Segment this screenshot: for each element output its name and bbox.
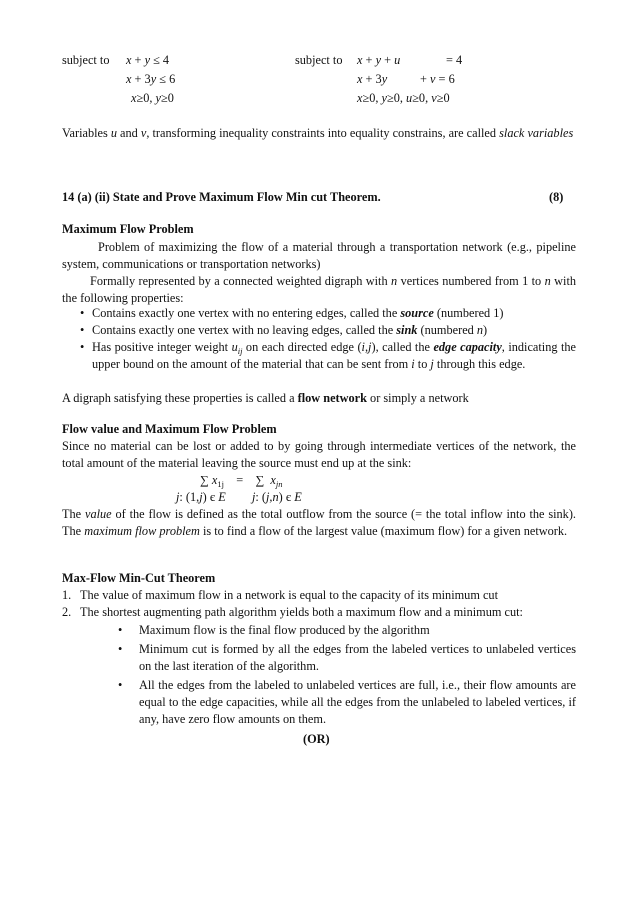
flow-equation-index-right: j: (j,n) є E <box>252 490 302 504</box>
bullet-icon: • <box>80 323 85 337</box>
bullet-icon: • <box>80 306 85 320</box>
section-heading-flow-value: Flow value and Maximum Flow Problem <box>62 422 277 436</box>
lp-left-subject: subject to <box>62 53 110 67</box>
flow-equation-index-left: j: (1,j) є E <box>176 490 226 504</box>
theorem-statement-1: The value of maximum flow in a network is equal to the capacity of its minimum cut <box>80 588 498 602</box>
slack-variables-paragraph: Variables u and v, transforming inequality constraints into equality constrains, are called slack variables <box>62 126 574 140</box>
or-separator: (OR) <box>303 732 330 746</box>
list-number: 1. <box>62 588 72 602</box>
flow-value-paragraph-2: The value of the flow is defined as the total outflow from the source (= the total inflow into the sink). The maximum flow problem is to find a flow of the largest value (maximum flow) for a given network. <box>62 507 576 538</box>
property-source: Contains exactly one vertex with no entering edges, called the source (numbered 1) <box>92 306 504 320</box>
property-edge-capacity: Has positive integer weight $u_{ij}$ on each directed edge (i,j), called the edge capacity, indicating the upper bound on the amount of the material that can be sent from i to j through this edge. <box>92 340 576 371</box>
lp-left-constraint-2: x + 3y ≤ 6 <box>126 72 176 86</box>
question-marks: (8) <box>549 190 564 204</box>
lp-right-constraint-3: x≥0, y≥0, u≥0, v≥0 <box>357 91 450 105</box>
flow-equation-sums: ∑ $x_{1j}$ = ∑ $x_{jn}$ <box>200 473 283 489</box>
bullet-icon: • <box>118 678 123 692</box>
lp-right-constraint-2: x + 3y <box>357 72 388 86</box>
theorem-point-min-cut: Minimum cut is formed by all the edges from the labeled vertices to unlabeled vertices on the last iteration of the algorithm. <box>139 642 576 673</box>
lp-right-constraint-1: x + y + u <box>357 53 401 67</box>
flow-network-definition: A digraph satisfying these properties is called a flow network or simply a network <box>62 391 469 405</box>
section-heading-theorem: Max-Flow Min-Cut Theorem <box>62 571 216 585</box>
lp-left-constraint-1: x + y ≤ 4 <box>126 53 170 67</box>
bullet-icon: • <box>80 340 85 354</box>
theorem-statement-2: The shortest augmenting path algorithm yields both a maximum flow and a minimum cut: <box>80 605 523 619</box>
list-number: 2. <box>62 605 72 619</box>
property-sink: Contains exactly one vertex with no leaving edges, called the sink (numbered n) <box>92 323 488 337</box>
theorem-point-full-edges: All the edges from the labeled to unlabeled vertices are full, i.e., their flow amounts are equal to the edge capacities, while all the edges from the unlabeled to labeled vertices, if any, have zero flow amounts on them. <box>139 678 576 726</box>
section-heading-max-flow: Maximum Flow Problem <box>62 222 194 236</box>
bullet-icon: • <box>118 642 123 656</box>
lp-right-constraint-2-rhs: + v = 6 <box>420 72 455 86</box>
max-flow-paragraph-2: Formally represented by a connected weighted digraph with n vertices numbered from 1 to n with the following properties: <box>62 274 577 305</box>
lp-left-constraint-3: x≥0, y≥0 <box>131 91 174 105</box>
question-heading: 14 (a) (ii) State and Prove Maximum Flow Min cut Theorem. <box>62 190 381 204</box>
flow-value-paragraph-1: Since no material can be lost or added to by going through intermediate vertices of the network, the total amount of the material leaving the source must end up at the sink: <box>62 439 576 470</box>
lp-right-subject: subject to <box>295 53 343 67</box>
theorem-point-max-flow: Maximum flow is the final flow produced by the algorithm <box>139 623 430 637</box>
bullet-icon: • <box>118 623 123 637</box>
lp-right-constraint-1-rhs: = 4 <box>446 53 463 67</box>
max-flow-paragraph-1: Problem of maximizing the flow of a material through a transportation network (e.g., pipeline system, communications or transportation networks) <box>62 240 576 271</box>
